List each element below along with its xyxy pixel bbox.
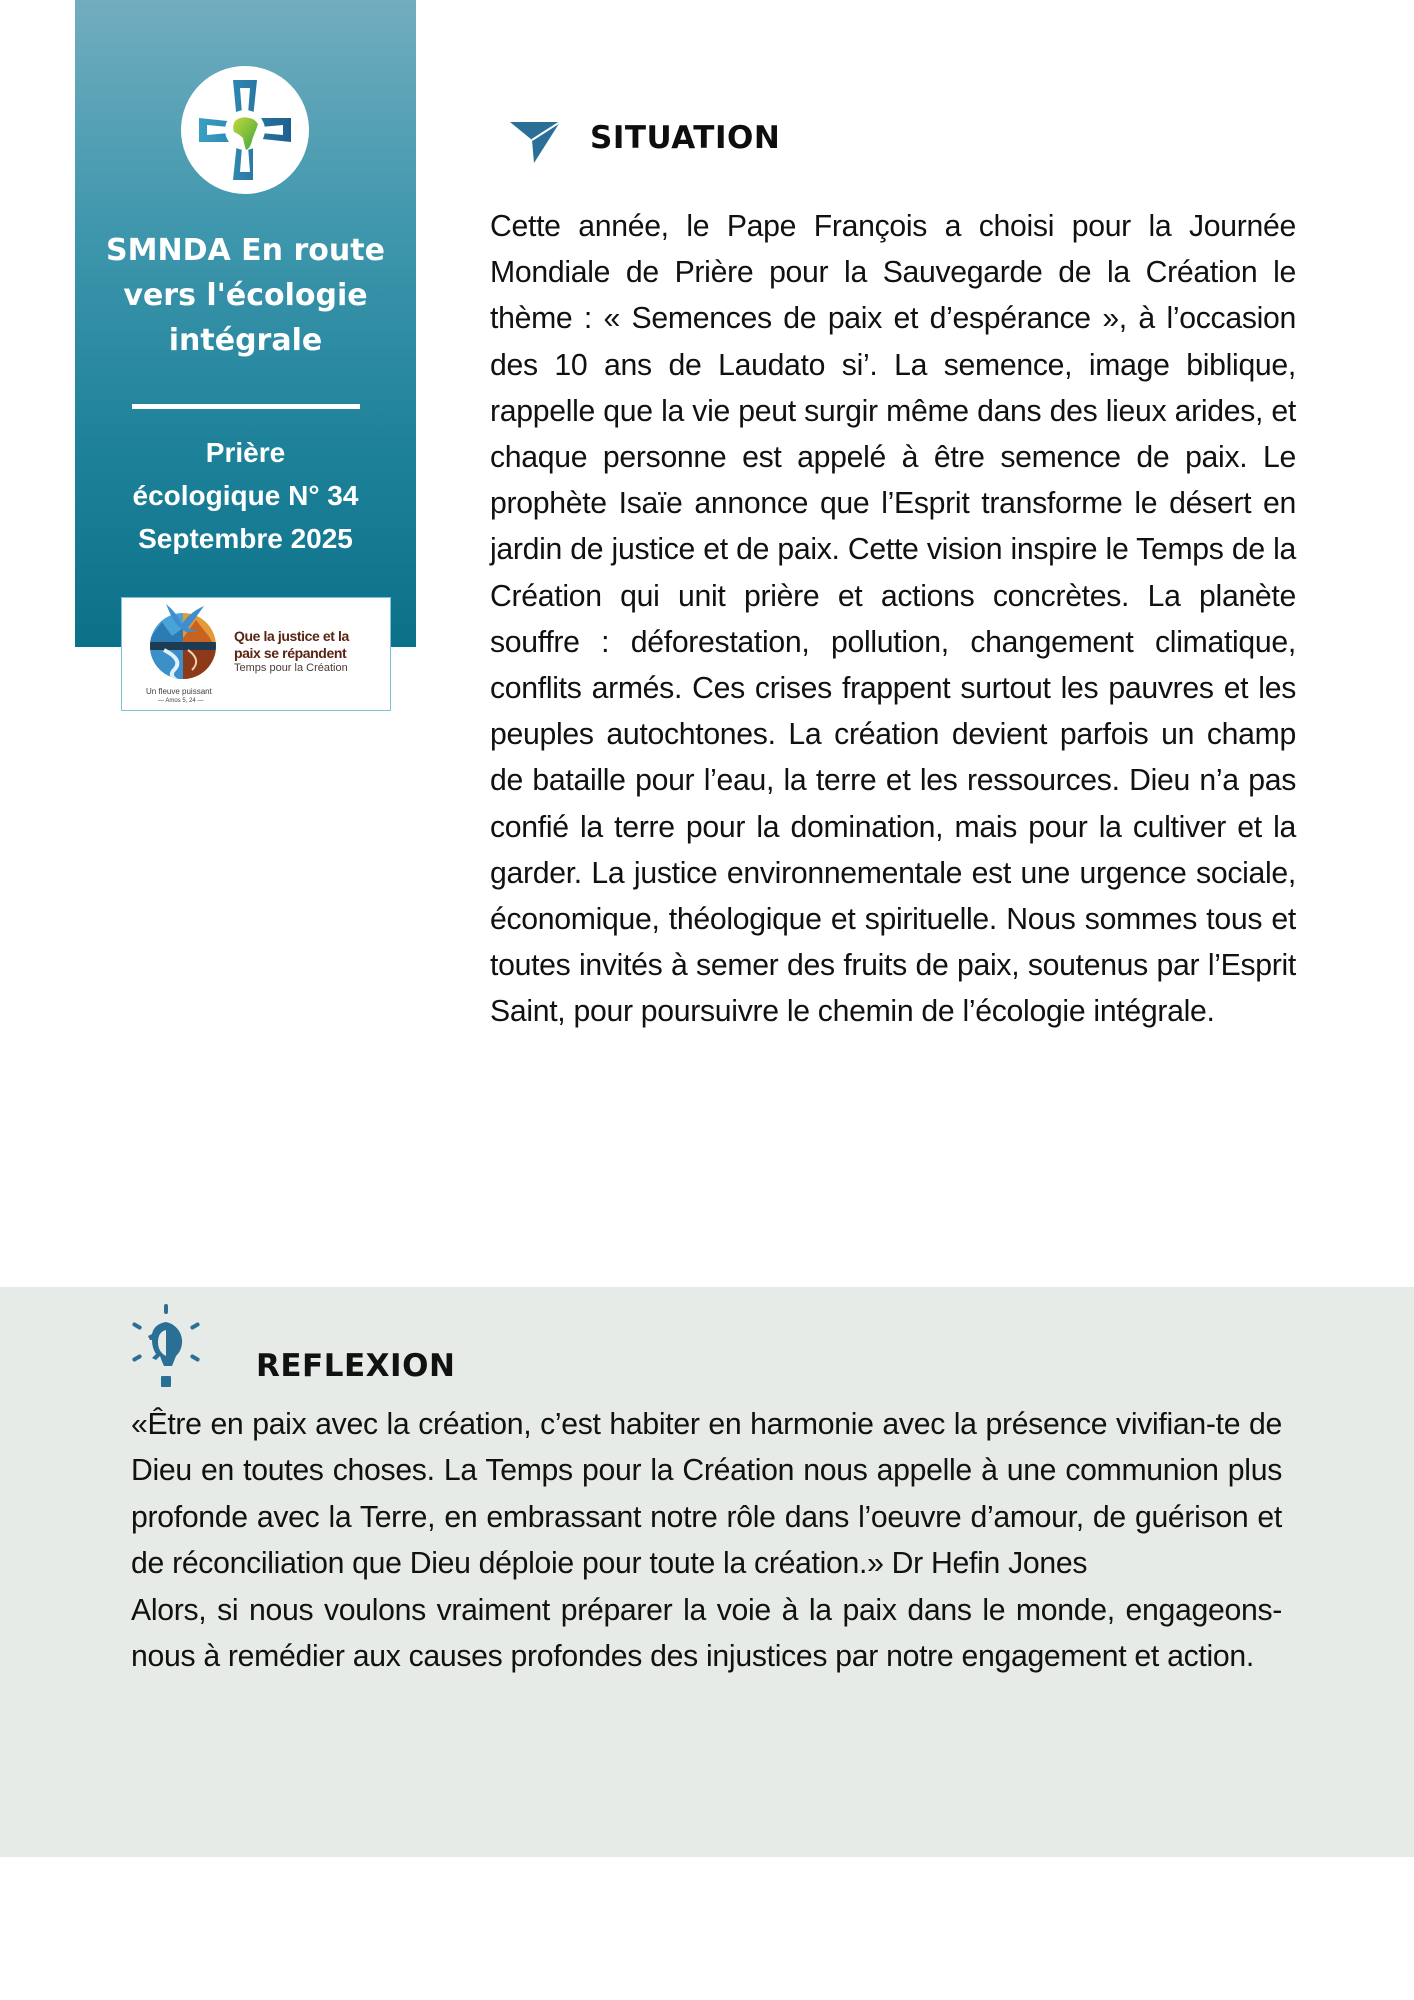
cross-africa-icon <box>181 66 309 194</box>
banner-headline <box>234 628 349 662</box>
reflexion-heading: REFLEXION <box>256 1348 456 1384</box>
series-title-line: vers l'écologie <box>123 278 368 313</box>
divider <box>132 404 360 409</box>
paper-plane-icon <box>510 122 560 164</box>
issue-line: Septembre 2025 <box>138 523 353 554</box>
issue-line: Prière <box>205 437 286 468</box>
smnda-logo <box>181 66 309 194</box>
issue-info <box>75 431 416 560</box>
series-title-line: SMNDA En route <box>106 233 385 268</box>
banner-reference: — Amos 5, 24 — <box>158 698 204 704</box>
reflexion-text <box>131 1402 1282 1680</box>
banner-headline-line: paix se répandent <box>234 645 347 661</box>
lightbulb-icon <box>128 1304 204 1390</box>
banner-tagline: Temps pour la Création <box>234 662 348 674</box>
reflexion-quote: «Être en paix avec la création, c’est habiter en harmonie avec la présence vivifian-te de Dieu en toutes choses. La Temps pour la Création nous appelle à une communion plus profonde avec la Terre, en embrassant notre rôle dans l’oeuvre d’amour, de guérison et de réconciliation que Dieu déploie pour toute la création.» Dr Hefin Jones <box>131 1408 1282 1581</box>
series-title-line: intégrale <box>168 323 323 358</box>
season-of-creation-banner <box>121 597 391 711</box>
series-title <box>75 228 416 363</box>
situation-text: Cette année, le Pape François a choisi pour la Journée Mondiale de Prière pour la Sauvegarde de la Création le thème : « Semences de paix et d’espérance », à l’occasion des 10 ans de Laudato si’. La semence, image biblique, rappelle que la vie peut surgir même dans des lieux arides, et chaque personne est appelé à être semence de paix. Le prophète Isaïe annonce que l’Esprit transforme le désert en jardin de justice et de paix. Cette vision inspire le Temps de la Création qui unit prière et actions concrètes. La planète souffre : déforestation, pollution, changement climatique, conflits armés. Ces crises frappent surtout les pauvres et les peuples autochtones. La création devient parfois un champ de bataille pour l’eau, la terre et les ressources. Dieu n’a pas confié la terre pour la domination, mais pour la cultiver et la garder. La justice environnementale est une urgence sociale, économique, théologique et spirituelle. Nous sommes tous et toutes invités à semer des fruits de paix, soutenus par l’Esprit Saint, pour poursuivre le chemin de l’écologie intégrale. <box>490 210 1296 1029</box>
banner-headline-line: Que la justice et la <box>234 628 349 644</box>
issue-line: écologique N° 34 <box>132 480 359 511</box>
sidebar-panel <box>75 0 416 647</box>
banner-motto: Un fleuve puissant <box>146 687 212 696</box>
situation-heading: SITUATION <box>590 120 781 156</box>
reflexion-closing: Alors, si nous voulons vraiment préparer la voie à la paix dans le monde, engageons-nous à remédier aux causes profondes des injustices par notre engagement et action. <box>131 1593 1282 1674</box>
dove-river-emblem-icon <box>144 598 234 690</box>
